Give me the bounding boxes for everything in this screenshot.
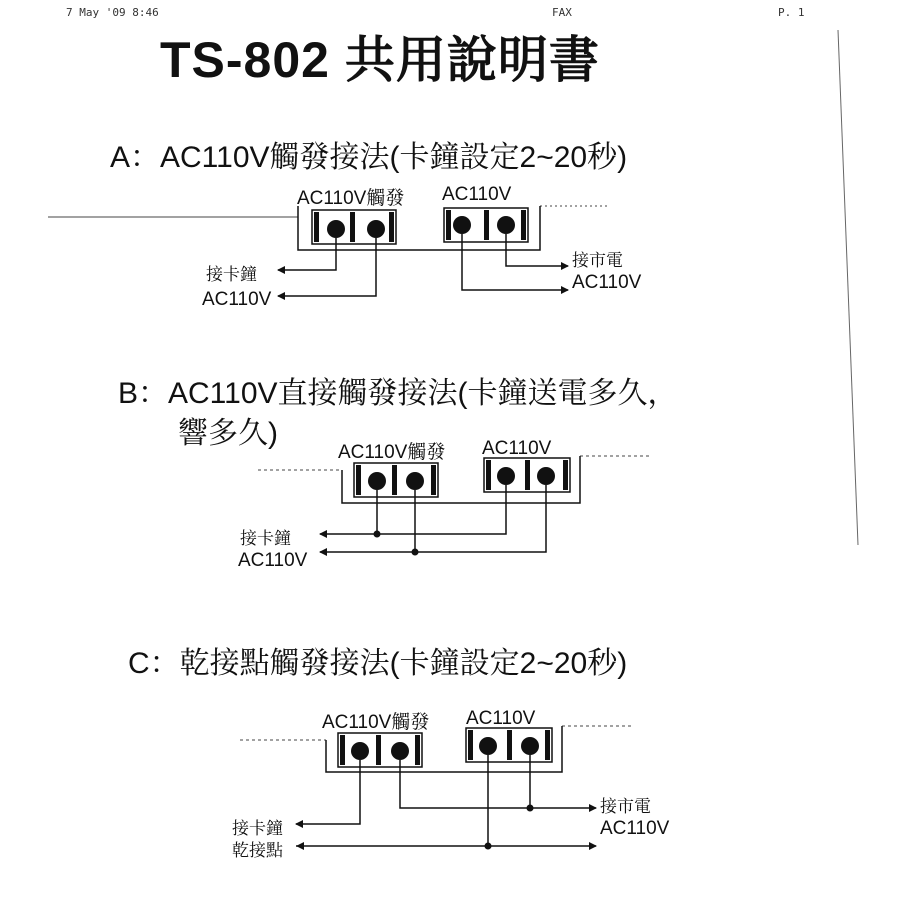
terminal-screw bbox=[368, 472, 386, 490]
terminal-group-trigger-label-a: AC110V觸發 bbox=[297, 188, 405, 209]
right-label-ac-a: AC110V bbox=[572, 272, 642, 293]
terminal-screw bbox=[537, 467, 555, 485]
terminal-screw bbox=[367, 220, 385, 238]
left-label-clock-c: 接卡鐘 bbox=[232, 819, 283, 839]
terminal-screw bbox=[479, 737, 497, 755]
terminal-screw bbox=[497, 467, 515, 485]
terminal-screw bbox=[406, 472, 424, 490]
section-b-heading: B：AC110V直接觸發接法(卡鐘送電多久， bbox=[118, 377, 678, 410]
terminal-screw bbox=[391, 742, 409, 760]
left-label-ac-a: AC110V bbox=[202, 289, 272, 310]
section-c-heading: C：乾接點觸發接法(卡鐘設定2~20秒) bbox=[128, 647, 628, 680]
left-label-dry-contact-c: 乾接點 bbox=[232, 841, 283, 861]
right-label-mains-a: 接市電 bbox=[572, 251, 623, 271]
diagram-b bbox=[238, 438, 650, 571]
terminal-group-power-label-c: AC110V bbox=[466, 708, 536, 729]
left-label-ac-b: AC110V bbox=[238, 550, 308, 571]
terminal-screw bbox=[521, 737, 539, 755]
junction-dot bbox=[485, 843, 492, 850]
document-title: TS-802 共用說明書 bbox=[160, 32, 600, 88]
terminal-screw bbox=[351, 742, 369, 760]
fax-label: FAX bbox=[552, 6, 572, 19]
fax-page: P. 1 bbox=[778, 6, 805, 19]
diagram-a bbox=[48, 184, 642, 310]
terminal-group-trigger-label-c: AC110V觸發 bbox=[322, 712, 430, 733]
junction-dot bbox=[374, 531, 381, 538]
section-a-heading: A：AC110V觸發接法(卡鐘設定2~20秒) bbox=[110, 141, 628, 174]
right-label-ac-c: AC110V bbox=[600, 818, 670, 839]
terminal-group-power-label-a: AC110V bbox=[442, 184, 512, 205]
terminal-screw bbox=[453, 216, 471, 234]
fax-date: 7 May '09 8:46 bbox=[66, 6, 159, 19]
junction-dot bbox=[527, 805, 534, 812]
terminal-group-power-label-b: AC110V bbox=[482, 438, 552, 459]
terminal-group-trigger-label-b: AC110V觸發 bbox=[338, 442, 446, 463]
terminal-screw bbox=[497, 216, 515, 234]
terminal-screw bbox=[327, 220, 345, 238]
right-label-mains-c: 接市電 bbox=[600, 797, 651, 817]
diagram-c bbox=[232, 708, 670, 861]
left-label-clock-b: 接卡鐘 bbox=[240, 529, 291, 549]
left-label-clock-a: 接卡鐘 bbox=[206, 265, 257, 285]
section-b-heading-cont: 響多久) bbox=[178, 417, 278, 450]
junction-dot bbox=[412, 549, 419, 556]
